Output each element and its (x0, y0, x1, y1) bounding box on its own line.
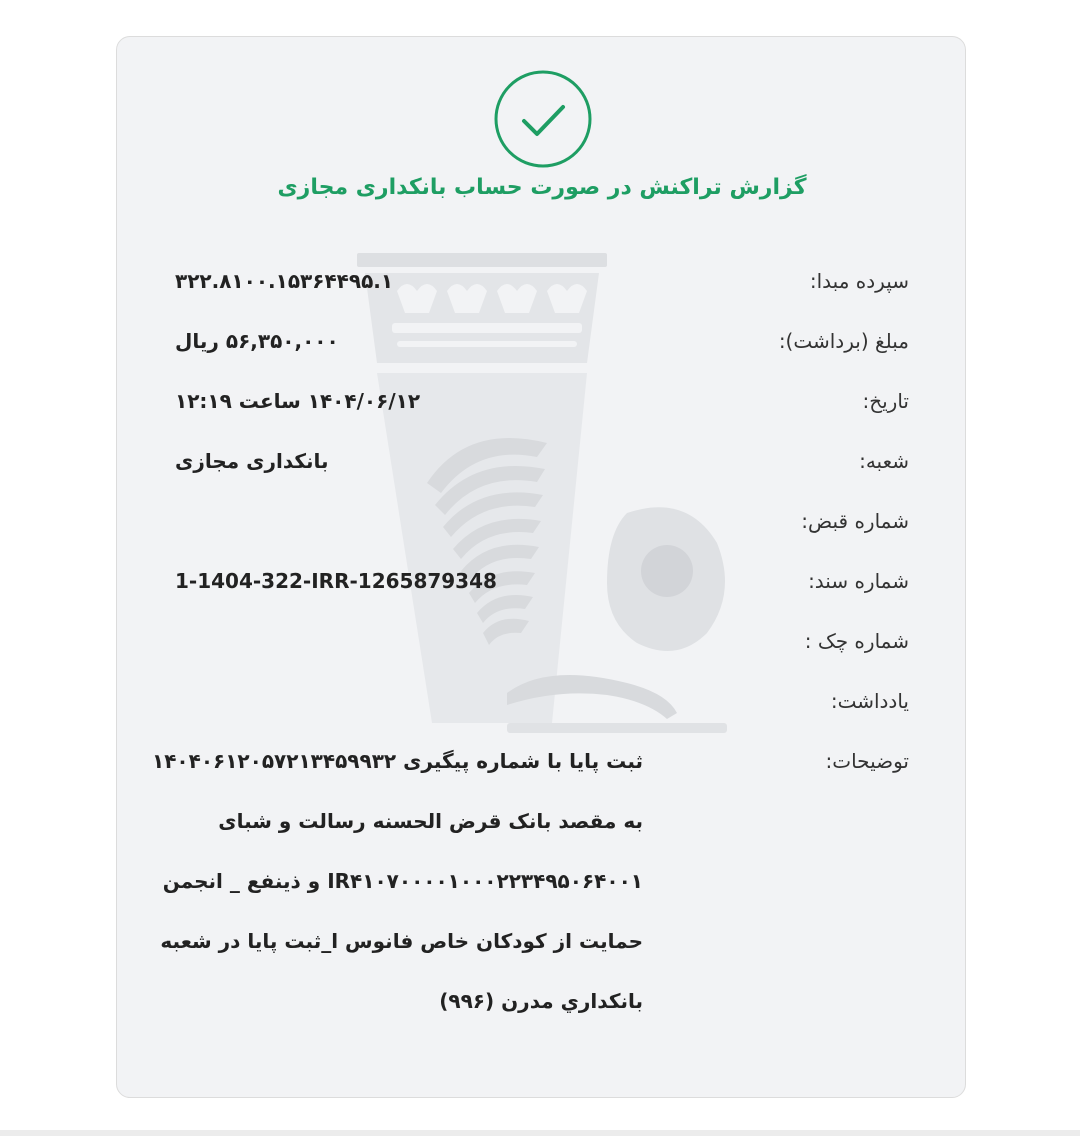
field-label: تاریخ: (862, 389, 909, 413)
field-row-amount (117, 329, 967, 369)
field-label: شعبه: (859, 449, 909, 473)
bank-logo-watermark (337, 253, 757, 753)
description-line: IR۴۱۰۷۰۰۰۰۱۰۰۰۲۲۳۴۹۵۰۶۴۰۰۱ و ذینفع _ انجمن (162, 869, 643, 893)
field-label: مبلغ (برداشت): (778, 329, 909, 353)
field-row-note (117, 689, 967, 729)
field-label: شماره قبض: (801, 509, 909, 533)
field-row-receipt-number (117, 509, 967, 549)
report-title: گزارش تراکنش در صورت حساب بانکداری مجازی (277, 175, 807, 200)
bottom-strip (0, 1130, 1080, 1136)
field-row-source-account (117, 269, 967, 309)
field-value: بانکداری مجازی (175, 449, 329, 473)
description-line: به مقصد بانک قرض الحسنه رسالت و شبای (218, 809, 643, 833)
field-label: شماره سند: (808, 569, 909, 593)
field-label: یادداشت: (830, 689, 909, 713)
field-row-date (117, 389, 967, 429)
field-value: ۳۲۲.۸۱۰۰.۱۵۳۶۴۴۹۵.۱ (175, 269, 394, 293)
field-row-document-number (117, 569, 967, 609)
field-value: ۵۶,۳۵۰,۰۰۰ ریال (175, 329, 339, 353)
field-row-check-number (117, 629, 967, 669)
field-row-branch (117, 449, 967, 489)
description-line: بانكداري مدرن (۹۹۶) (439, 989, 643, 1013)
field-value: 1-1404-322-IRR-1265879348 (175, 569, 497, 593)
transaction-report-card (116, 36, 966, 1098)
description-line: حمایت از کودکان خاص فانوس ا_ثبت پایا در شعبه (160, 929, 643, 953)
check-circle-icon (493, 69, 593, 169)
description-line: ثبت پایا با شماره پیگیری ۱۴۰۴۰۶۱۲۰۵۷۲۱۳۴۵۹۹۳۲ (151, 749, 643, 773)
field-label: سپرده مبدا: (809, 269, 909, 293)
field-label: شماره چک : (804, 629, 909, 653)
description-label: توضیحات: (825, 749, 909, 773)
field-value: ۱۴۰۴/۰۶/۱۲ ساعت ۱۲:۱۹ (175, 389, 421, 413)
